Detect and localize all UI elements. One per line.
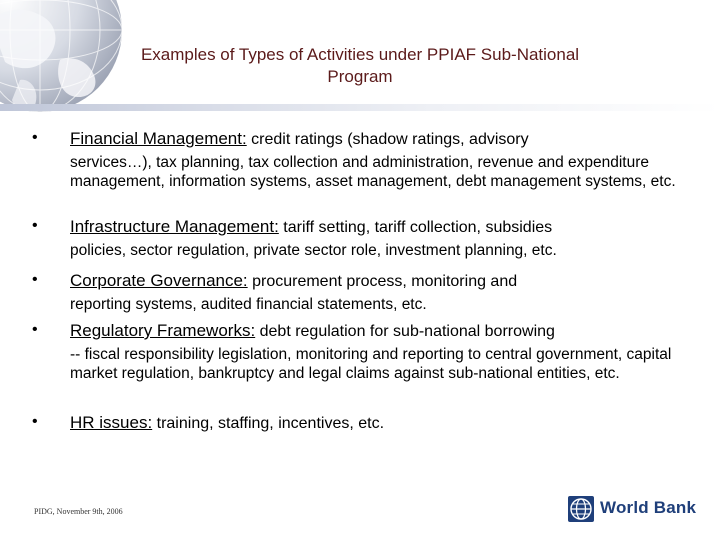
bullet-marker: • — [32, 321, 38, 338]
bullet-item — [32, 128, 692, 191]
bullet-term: Corporate Governance: — [70, 271, 248, 290]
bullet-desc: debt regulation for sub-national borrowing — [255, 323, 555, 340]
bullet-continuation: reporting systems, audited financial statements, etc. — [70, 296, 427, 313]
bullet-item — [32, 216, 557, 260]
bullet-item — [32, 270, 517, 314]
slide-title-line-1: Examples of Types of Activities under PPIAF Sub-National — [140, 45, 580, 64]
bullet-marker: • — [32, 413, 38, 430]
title-divider-bar — [0, 104, 720, 111]
bullet-item — [32, 412, 384, 435]
bullet-marker: • — [32, 129, 38, 146]
bullet-term: HR issues: — [70, 413, 153, 432]
world-bank-logo-text: World Bank — [600, 498, 697, 517]
bullet-term: Financial Management: — [70, 129, 247, 148]
bullet-marker: • — [32, 271, 38, 288]
bullet-item — [32, 320, 692, 383]
bullet-term: Regulatory Frameworks: — [70, 321, 256, 340]
slide-title-line-2: Program — [327, 67, 393, 86]
world-bank-globe-icon — [568, 496, 594, 522]
bullet-desc: credit ratings (shadow ratings, advisory — [246, 131, 529, 148]
world-bank-logo — [568, 496, 698, 522]
bullet-continuation: policies, sector regulation, private sector role, investment planning, etc. — [70, 242, 557, 259]
bullet-marker: • — [32, 217, 38, 234]
bullet-term: Infrastructure Management: — [70, 217, 279, 236]
bullet-continuation: services…), tax planning, tax collection and administration, revenue and expenditure management, information systems, asset management, debt management systems, etc. — [70, 154, 676, 190]
slide-title — [70, 44, 650, 88]
bullet-desc: procurement process, monitoring and — [247, 273, 518, 290]
bullet-continuation: -- fiscal responsibility legislation, monitoring and reporting to central government, capital market regulation, bankruptcy and legal claims against sub-national entities, etc. — [70, 346, 672, 382]
bullet-desc: training, staffing, incentives, etc. — [152, 415, 385, 432]
footer-date: PIDG, November 9th, 2006 — [34, 507, 123, 516]
bullet-desc: tariff setting, tariff collection, subsidies — [278, 219, 553, 236]
